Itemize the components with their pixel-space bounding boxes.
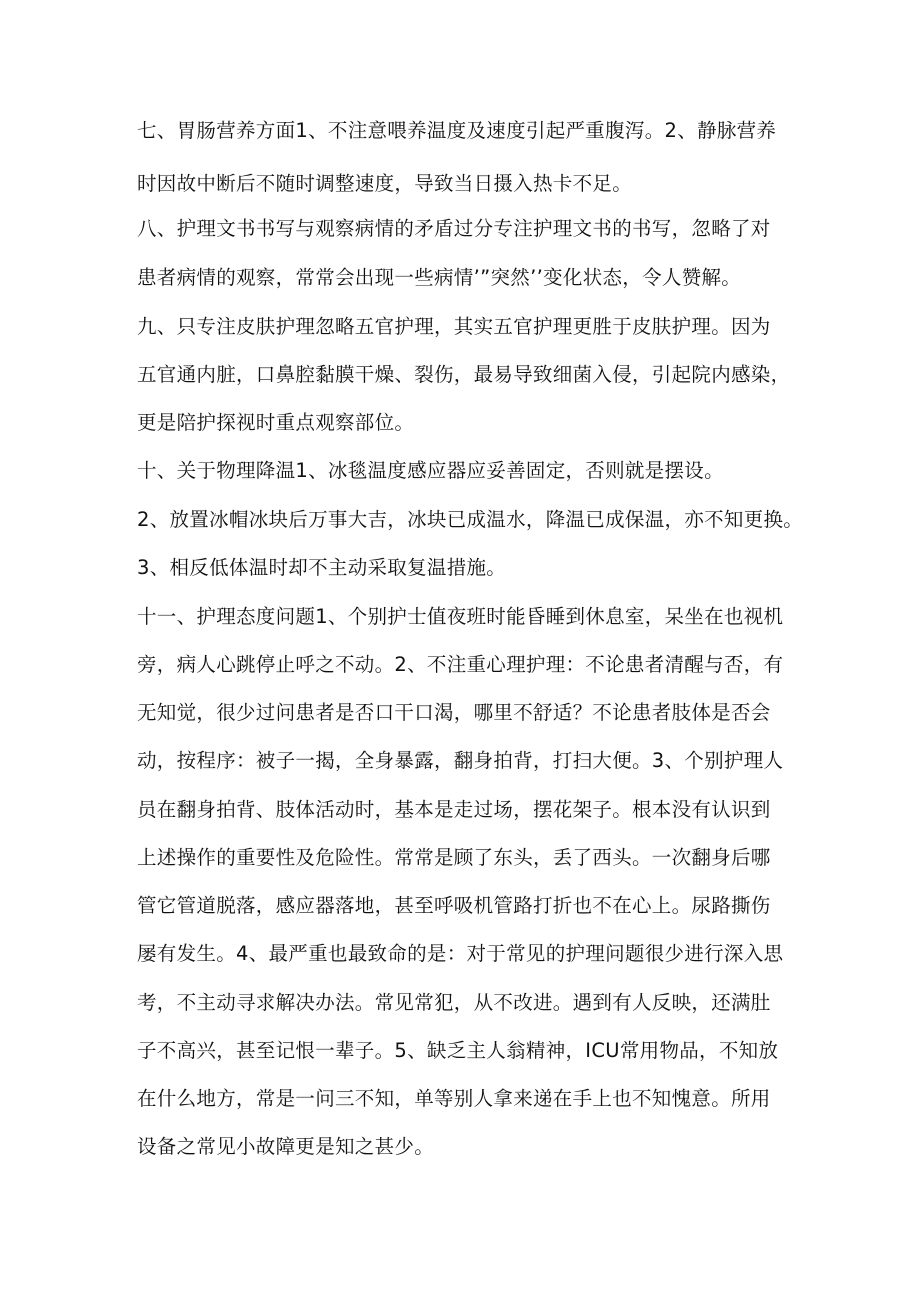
paragraph-11-line-5: 员在翻身拍背、肢体活动时，基本是走过场，摆花架子。根本没有认识到: [137, 798, 771, 821]
paragraph-8-line-2: 患者病情的观察，常常会出现一些病情’”突然’’变化状态，令人赞解。: [137, 266, 742, 289]
paragraph-7-line-1: 七、胃肠营养方面1、不注意喂养温度及速度引起严重腹泻。2、静脉营养: [137, 119, 777, 142]
paragraph-10-line-1: 十、关于物理降温1、冰毯温度感应器应妥善固定，否则就是摆设。: [137, 459, 724, 482]
paragraph-10-item-3: 3、相反低体温时却不主动采取复温措施。: [137, 556, 507, 579]
paragraph-10-item-2: 2、放置冰帽冰块后万事大吉，冰块已成温水，降温已成保温，亦不知更换。: [137, 508, 804, 531]
paragraph-11-line-12: 设备之常见小故障更是知之甚少。: [137, 1135, 435, 1158]
paragraph-9-line-3: 更是陪护探视时重点观察部位。: [137, 411, 415, 434]
paragraph-11-line-6: 上述操作的重要性及危险性。常常是顾了东头，丢了西头。一次翻身后哪: [137, 846, 771, 869]
paragraph-11-line-4: 动，按程序：被子一揭，全身暴露，翻身拍背，打扫大便。3、个别护理人: [137, 749, 784, 772]
paragraph-11-line-10: 子不高兴，甚至记恨一辈子。5、缺乏主人翁精神，ICU常用物品，不知放: [137, 1039, 779, 1062]
paragraph-11-line-7: 管它管道脱落，感应器落地，甚至呼吸机管路打折也不在心上。尿路撕伤: [137, 894, 771, 917]
paragraph-11-line-1: 十一、护理态度问题1、个别护士值夜班时能昏睡到休息室，呆坐在也视机: [137, 605, 784, 628]
paragraph-11-line-2: 旁，病人心跳停止呼之不动。2、不注重心理护理：不论患者清醒与否，有: [137, 653, 784, 676]
paragraph-11-line-11: 在什么地方，常是一问三不知，单等别人拿来递在手上也不知愧意。所用: [137, 1087, 771, 1110]
paragraph-11-line-8: 屡有发生。4、最严重也最致命的是：对于常见的护理问题很少进行深入思: [137, 942, 784, 965]
paragraph-11-line-9: 考，不主动寻求解决办法。常见常犯，从不改进。遇到有人反映，还满肚: [137, 991, 771, 1014]
paragraph-9-line-2: 五官通内脏，口鼻腔黏膜干燥、裂伤，最易导致细菌入侵，引起院内感染，: [137, 363, 791, 386]
paragraph-8-line-1: 八、护理文书书写与观察病情的矛盾过分专注护理文书的书写，忽略了对: [137, 217, 771, 240]
paragraph-11-line-3: 无知觉，很少过问患者是否口干口渴，哪里不舒适？不论患者肢体是否会: [137, 701, 771, 724]
paragraph-9-line-1: 九、只专注皮肤护理忽略五官护理，其实五官护理更胜于皮肤护理。因为: [137, 315, 771, 338]
paragraph-7-line-2: 时因故中断后不随时调整速度，导致当日摄入热卡不足。: [137, 172, 633, 195]
